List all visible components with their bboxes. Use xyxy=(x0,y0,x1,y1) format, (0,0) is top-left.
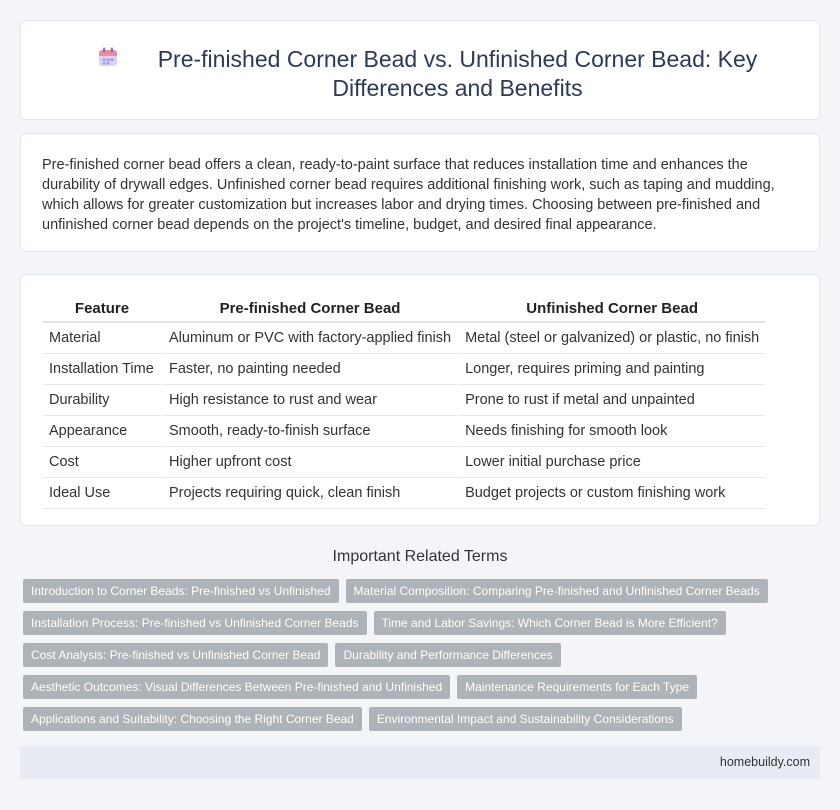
header-pre-finished: Pre-finished Corner Bead xyxy=(162,296,458,322)
row-unfinished: Prone to rust if metal and unpainted xyxy=(458,384,765,415)
related-term-tag[interactable]: Durability and Performance Differences xyxy=(335,643,560,667)
comparison-table xyxy=(43,296,765,509)
related-term-tag[interactable]: Installation Process: Pre-finished vs Unfinished Corner Beads xyxy=(23,611,367,635)
row-feature: Material xyxy=(43,322,162,353)
row-unfinished: Budget projects or custom finishing work xyxy=(458,477,765,508)
header-unfinished: Unfinished Corner Bead xyxy=(458,296,765,322)
row-unfinished: Metal (steel or galvanized) or plastic, no finish xyxy=(458,322,765,353)
related-term-tag[interactable]: Introduction to Corner Beads: Pre-finished vs Unfinished xyxy=(23,579,339,603)
row-feature: Installation Time xyxy=(43,353,162,384)
row-feature: Appearance xyxy=(43,415,162,446)
page-title: Pre-finished Corner Bead vs. Unfinished Corner Bead: Key Differences and Benefits xyxy=(157,46,758,101)
related-terms-heading: Important Related Terms xyxy=(332,548,508,565)
tag-row xyxy=(23,675,803,699)
table-row xyxy=(43,384,765,415)
tag-row xyxy=(23,643,803,667)
table-row xyxy=(43,415,765,446)
related-term-tag[interactable]: Applications and Suitability: Choosing the Right Corner Bead xyxy=(23,707,362,731)
intro-card xyxy=(20,133,820,252)
table-row xyxy=(43,477,765,508)
related-term-tag[interactable]: Maintenance Requirements for Each Type xyxy=(457,675,697,699)
row-pre-finished: Faster, no painting needed xyxy=(162,353,458,384)
calendar-icon xyxy=(97,46,119,68)
row-pre-finished: Smooth, ready-to-finish surface xyxy=(162,415,458,446)
header-feature: Feature xyxy=(43,296,162,322)
row-feature: Cost xyxy=(43,446,162,477)
related-term-tag[interactable]: Environmental Impact and Sustainability Considerations xyxy=(369,707,682,731)
table-row xyxy=(43,322,765,353)
related-term-tag[interactable]: Material Composition: Comparing Pre-finished and Unfinished Corner Beads xyxy=(346,579,768,603)
table-row xyxy=(43,353,765,384)
row-unfinished: Longer, requires priming and painting xyxy=(458,353,765,384)
row-pre-finished: High resistance to rust and wear xyxy=(162,384,458,415)
tag-row xyxy=(23,579,803,603)
comparison-card xyxy=(20,274,820,526)
row-unfinished: Lower initial purchase price xyxy=(458,446,765,477)
tag-row xyxy=(23,611,803,635)
related-term-tag[interactable]: Time and Labor Savings: Which Corner Bead is More Efficient? xyxy=(374,611,726,635)
title-card xyxy=(20,20,820,120)
row-pre-finished: Projects requiring quick, clean finish xyxy=(162,477,458,508)
tag-row xyxy=(23,707,803,731)
intro-paragraph: Pre-finished corner bead offers a clean, ready-to-paint surface that reduces installation time and enhances the durability of drywall edges. Unfinished corner bead requires additional finishing work, such as taping and mudding, which allows for greater customization but increases labor and drying times. Choosing between pre-finished and unfinished corner bead depends on the project's timeline, budget, and desired final appearance. xyxy=(42,157,775,233)
row-pre-finished: Aluminum or PVC with factory-applied finish xyxy=(162,322,458,353)
row-unfinished: Needs finishing for smooth look xyxy=(458,415,765,446)
footer xyxy=(20,746,820,779)
row-feature: Ideal Use xyxy=(43,477,162,508)
related-term-tag[interactable]: Aesthetic Outcomes: Visual Differences Between Pre-finished and Unfinished xyxy=(23,675,450,699)
row-feature: Durability xyxy=(43,384,162,415)
site-link[interactable]: homebuildy.com xyxy=(719,755,810,769)
related-terms-list xyxy=(23,579,803,739)
table-row xyxy=(43,446,765,477)
related-term-tag[interactable]: Cost Analysis: Pre-finished vs Unfinished Corner Bead xyxy=(23,643,328,667)
row-pre-finished: Higher upfront cost xyxy=(162,446,458,477)
table-header-row xyxy=(43,296,765,322)
